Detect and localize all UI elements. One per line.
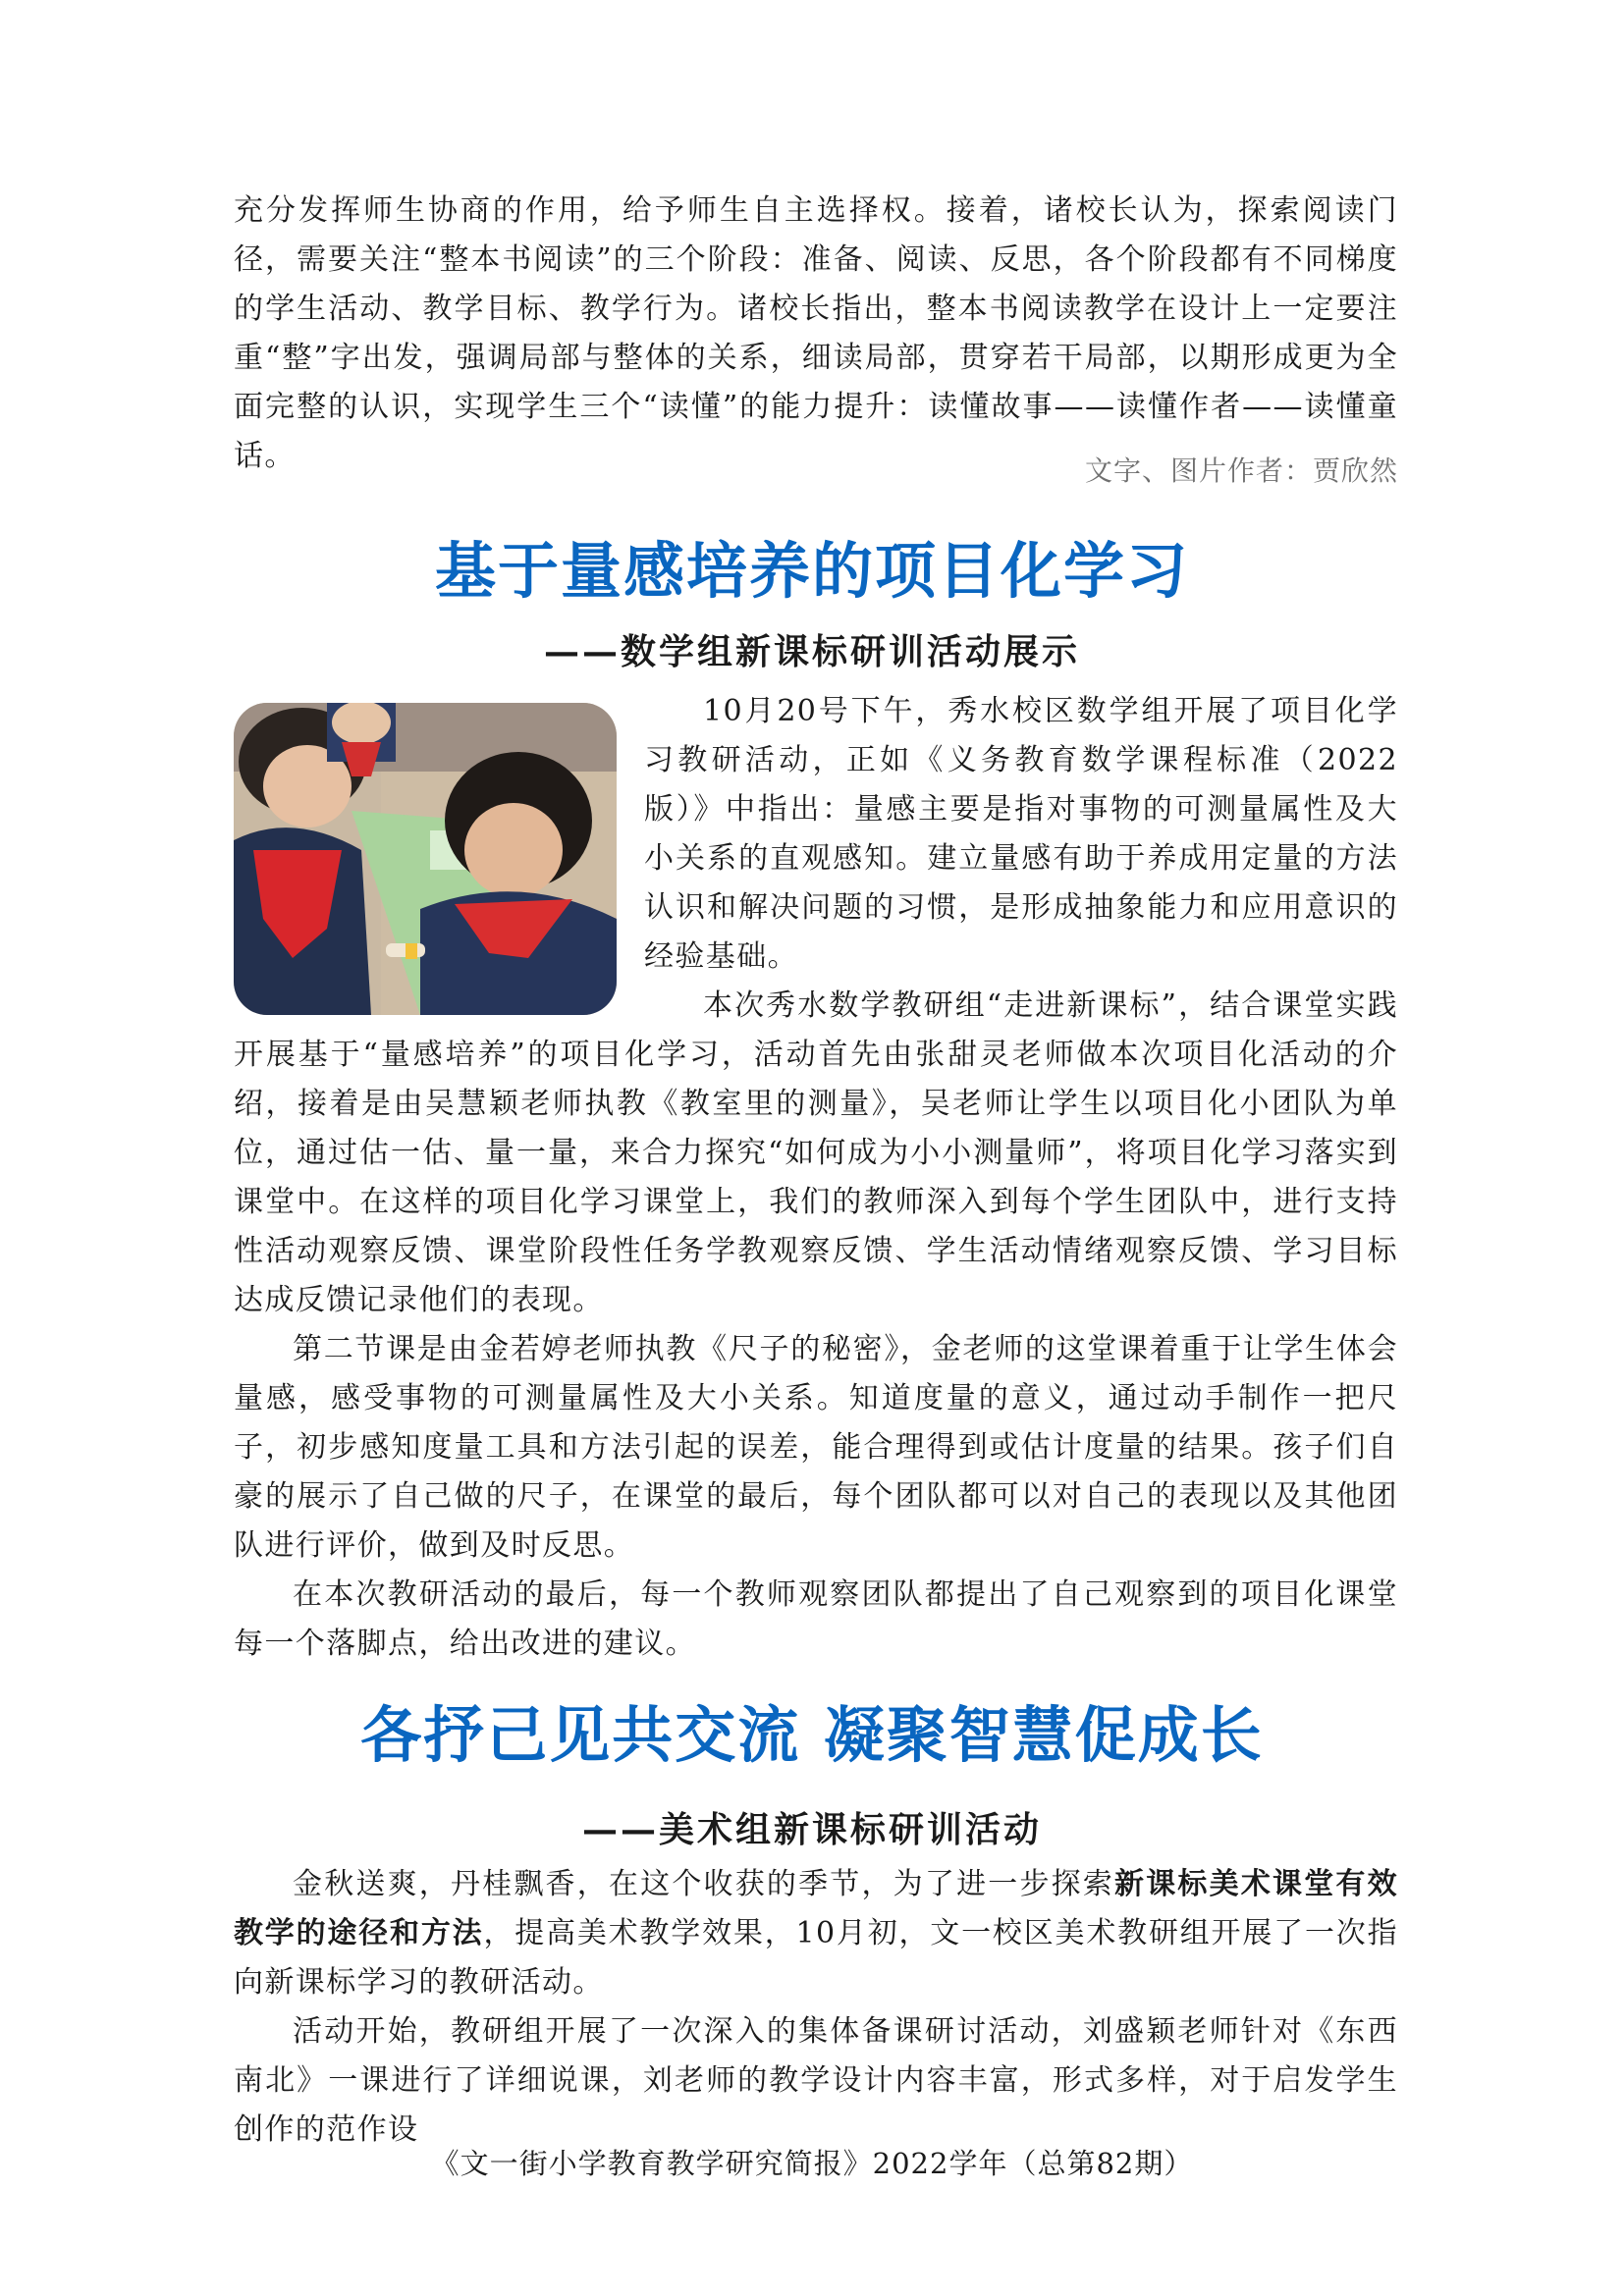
math-paragraph-2: 本次秀水数学教研组“走进新课标”，结合课堂实践开展基于“量感培养”的项目化学习，活动首先由张甜灵老师做本次项目化活动的介绍，接着是由吴慧颖老师执教《教室里的测量》，吴老师让学生以项目化小团队为单位，通过估一估、量一量，来合力探究“如何成为小小测量师”，将项目化学习落实到课堂中。在这样的项目化学习课堂上，我们的教师深入到每个学生团队中，进行支持性活动观察反馈、课堂阶段性任务学教观察反馈、学生活动情绪观察反馈、学习目标达成反馈记录他们的表现。: [234, 988, 1398, 1317]
intro-paragraph: 充分发挥师生协商的作用，给予师生自主选择权。接着，诸校长认为，探索阅读门径，需要关注“整本书阅读”的三个阶段：准备、阅读、反思，各个阶段都有不同梯度的学生活动、教学目标、教学行为。诸校长指出，整本书阅读教学在设计上一定要注重“整”字出发，强调局部与整体的关系，细读局部，贯穿若干局部，以期形成更为全面完整的认识，实现学生三个“读懂”的能力提升：读懂故事——读懂作者——读懂童话。: [234, 193, 1398, 473]
author-credit: 文字、图片作者：贾欣然: [1084, 454, 1398, 487]
newsletter-footer: 《文一街小学教育教学研究简报》2022学年（总第82期）: [430, 2147, 1194, 2180]
article-title-math: 基于量感培养的项目化学习: [434, 535, 1189, 607]
article-subtitle-art: ——美术组新课标研训活动: [581, 1809, 1042, 1850]
art-paragraph-2: 活动开始，教研组开展了一次深入的集体备课研讨活动，刘盛颖老师针对《东西南北》一课进行了详细说课，刘老师的教学设计内容丰富，形式多样，对于启发学生创作的范作设: [234, 2014, 1398, 2147]
bold-highlight: 新课标美术课堂有效教学的途径和方法: [234, 1867, 1398, 1950]
art-paragraph-1: 金秋送爽，丹桂飘香，在这个收获的季节，为了进一步探索新课标美术课堂有效教学的途径和方法，提高美术教学效果，10月初，文一校区美术教研组开展了一次指向新课标学习的教研活动。: [234, 1867, 1398, 2000]
math-paragraph-3: 第二节课是由金若婷老师执教《尺子的秘密》，金老师的这堂课着重于让学生体会量感，感受事物的可测量属性及大小关系。知道度量的意义，通过动手制作一把尺子，初步感知度量工具和方法引起的误差，能合理得到或估计度量的结果。孩子们自豪的展示了自己做的尺子，在课堂的最后，每个团队都可以对自己的表现以及其他团队进行评价，做到及时反思。: [234, 1332, 1398, 1563]
article-subtitle-math: ——数学组新课标研训活动展示: [543, 631, 1080, 672]
math-paragraph-4: 在本次教研活动的最后，每一个教师观察团队都提出了自己观察到的项目化课堂每一个落脚点，给出改进的建议。: [234, 1577, 1398, 1661]
math-article-body: [234, 687, 1398, 1669]
math-paragraph-1: 10月20号下午，秀水校区数学组开展了项目化学习教研活动，正如《义务教育数学课程标准（2022版）》中指出：量感主要是指对事物的可测量属性及大小关系的直观感知。建立量感有助于养成用定量的方法认识和解决问题的习惯，是形成抽象能力和应用意识的经验基础。: [644, 694, 1398, 974]
article-title-art: 各抒己见共交流 凝聚智慧促成长: [360, 1699, 1264, 1771]
art-article-body: [234, 1860, 1398, 2155]
